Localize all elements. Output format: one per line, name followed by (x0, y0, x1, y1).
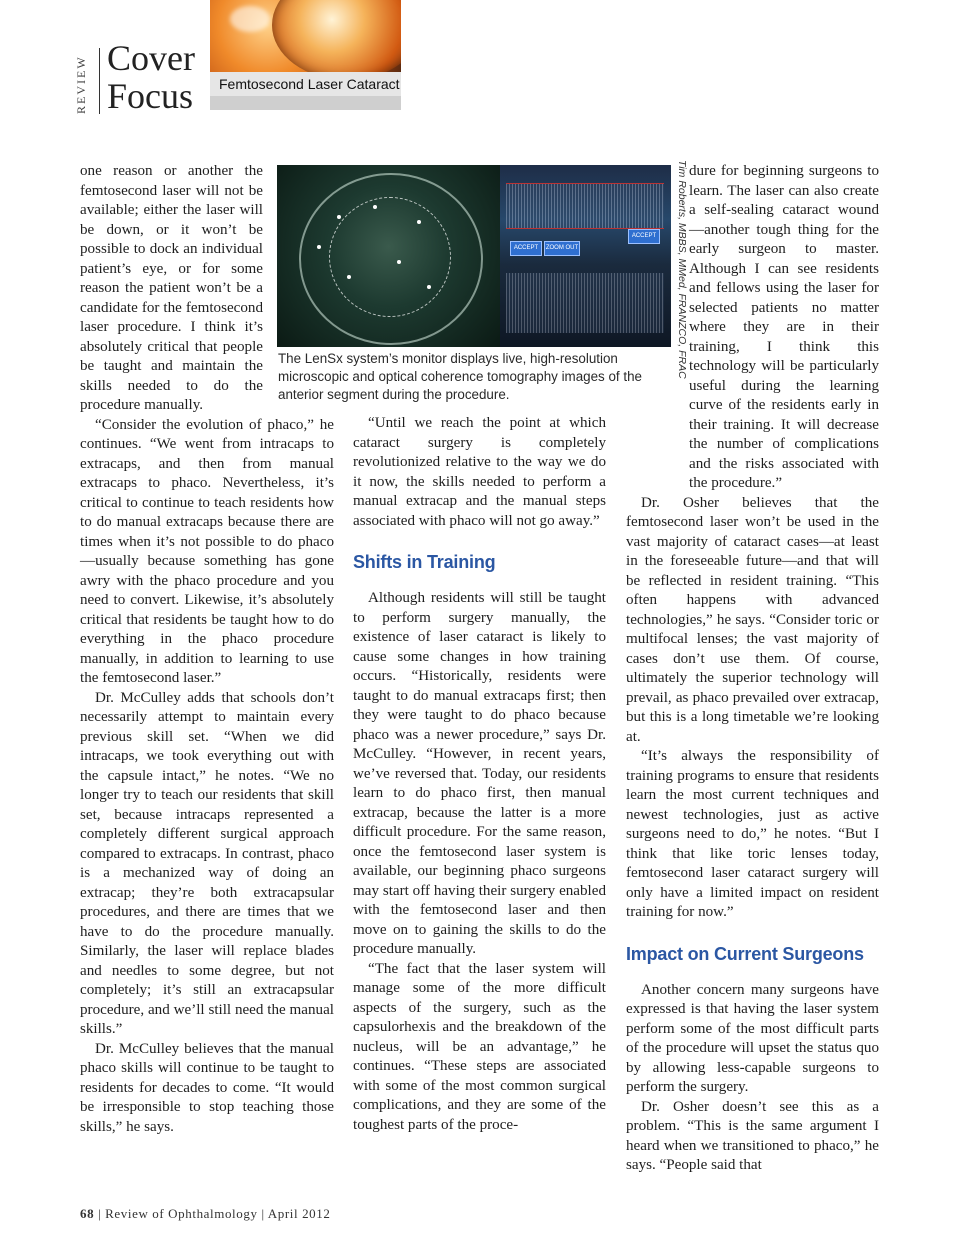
paragraph: Another concern many surgeons have expressed is that having the laser system perform some of the most difficult parts of the procedure will upset the status quo by allowing less-capable surgeons to perform the surgery. (626, 981, 879, 1095)
screen-zoom-out-button: ZOOM OUT (544, 241, 580, 256)
screen-accept-button: ACCEPT (510, 241, 542, 256)
section-label-vertical: REVIEW (74, 55, 88, 115)
figure-caption: The LenSx system’s monitor displays live, high-resolution microscopic and optical coherence tomography images of the anterior segment during the procedure. (278, 351, 642, 402)
journal-name: Review of Ophthalmology (105, 1206, 258, 1221)
subhead-impact-on-current-surgeons: Impact on Current Surgeons (626, 943, 864, 964)
header-lens-photo (210, 0, 401, 72)
issue-date: April 2012 (267, 1206, 331, 1221)
light-reflex (317, 245, 321, 249)
paragraph: “Consider the evolution of phaco,” he continues. “We went from intracaps to extracaps, and then from manual extracaps to phaco. Nevertheless, it’s critical to continue to teach residents how to do manual extracaps because there are times when it’s not possible to do phaco—usually because something has gone awry with the phaco procedure and you need to convert. Likewise, it’s absolutely critical that residents be taught how to do everything in the phaco procedure manually, in addition to learning to use the femtosecond laser.” (80, 416, 334, 686)
screen-accept-button-2: ACCEPT (628, 229, 660, 244)
light-reflex (427, 285, 431, 289)
subhead-shifts-in-training: Shifts in Training (353, 552, 496, 572)
paragraph: Although residents will still be taught to perform surgery manually, the existence of laser cataract is likely to cause some changes in how training occurs. “Historically, residents were taught to do manual extracaps first; then they were taught to do phaco because phaco was a newer procedure,” says Dr. McCulley. “However, in recent years, we’ve reversed that. Today, our residents learn to do phaco first, then manual extracap, because the latter is a more difficult procedure. For the same reason, once the femtosecond laser system is available, our beginning phaco surgeons may start off having their surgery enabled with the femtosecond laser and then move on to gaining the skills to do the procedure manually. (353, 590, 606, 957)
topic-label: Femtosecond Laser Cataract (219, 76, 400, 92)
masthead-divider (99, 48, 100, 114)
capsulotomy-ring (329, 197, 451, 317)
topic-underbar (210, 96, 401, 110)
microscope-view (277, 165, 500, 347)
footer-separator: | (261, 1206, 265, 1221)
lens-ring-graphic (272, 0, 401, 72)
paragraph: Dr. Osher doesn’t see this as a problem. “This is the same argument I heard when we transitioned to phaco,” he says. “People said that (626, 1098, 879, 1173)
column-2 (353, 414, 606, 1135)
paragraph: “Until we reach the point at which cataract surgery is completely revolutionized relative to the way we do it now, the skills needed to perform a manual extracap and the manual steps associated with phaco will not go away.” (353, 415, 606, 529)
paragraph: Dr. McCulley adds that schools don’t necessarily attempt to maintain every previous skill set. “When we did intracaps, we took everything out with the capsule intact,” he notes. “We no longer try to teach our residents that skill set, because intracaps represented a completely different surgical approach compared to extracaps. In contrast, phaco is a mechanized way of doing an extracap; they’re both extracapsular procedures, and there are times that we have to do the procedure manually. Similarly, the laser will replace blades and needles to some degree, but not completely; it’s still an extracapsular procedure, and we’ll still need the manual skills.” (80, 689, 334, 1037)
light-reflex (373, 205, 377, 209)
paragraph: “It’s always the responsibility of training programs to ensure that residents learn the most current techniques and newest technologies, just as active surgeons need to do,” he notes. “But I think that like toric lenses today, femtosecond laser cataract surgery will only have a limited impact on resident training for now.” (626, 748, 879, 920)
light-reflex (397, 260, 401, 264)
page-footer (80, 1206, 330, 1222)
masthead-focus: Focus (107, 76, 194, 116)
oct-view (500, 165, 671, 347)
paragraph: Dr. Osher believes that the femtosecond laser won’t be used in the vast majority of cataract cases—at least in the foreseeable future—and that will be reflected in resident training. “This often happens with advanced technologies,” he says. “Consider toric or multifocal lenses; the vast majority of cases don’t use them. Of course, ultimately the superior technology will prevail, as phaco prevailed over extracap, but this is a long timetable we’re looking at. (626, 494, 879, 745)
photo-credit: Tim Roberts, MBBS, MMed, FRANZCO, FRAC (676, 160, 688, 379)
column-3-top-wrap (689, 162, 879, 494)
oct-scan-bottom (506, 273, 664, 333)
masthead-cover: Cover (107, 38, 195, 78)
lens-glint-graphic (230, 6, 270, 32)
paragraph: “The fact that the laser system will manage some of the more difficult aspects of the surgery, such as the capsulorhexis and the breakdown of the nucleus, will be an advantage,” he continues. “These steps are associated with some of the most common surgical complications, and they are some of the toughest parts of the proce- (353, 960, 606, 1133)
page-number: 68 (80, 1206, 95, 1221)
light-reflex (347, 275, 351, 279)
footer-separator: | (98, 1206, 102, 1221)
lensx-monitor-figure (277, 165, 671, 347)
paragraph: dure for beginning surgeons to learn. The laser can also create a self-sealing cataract wound—another tough thing for the early surgeon to master. Although I can see residents and fellows using the laser for selected patients no matter where they are in their training, I think this technology will be particularly useful during the learning curve of the residents early in their training. It will decrease the number of complications and the risks associated with the procedure.” (689, 163, 879, 491)
paragraph: one reason or another the femtosecond laser will not be available; either the laser will be down, or it won’t be possible to dock an individual patient’s eye, or for some reason the patient won’t be a candidate for the femtosecond laser procedure. I think it’s absolutely critical that people be taught and maintain the skills needed to do the procedure manually. (80, 163, 263, 413)
light-reflex (337, 215, 341, 219)
light-reflex (417, 220, 421, 224)
oct-scan-top (506, 183, 664, 229)
paragraph: Dr. McCulley believes that the manual phaco skills will continue to be taught to residents for decades to come. “It would be irresponsible to stop teaching those skills,” he says. (80, 1040, 334, 1135)
